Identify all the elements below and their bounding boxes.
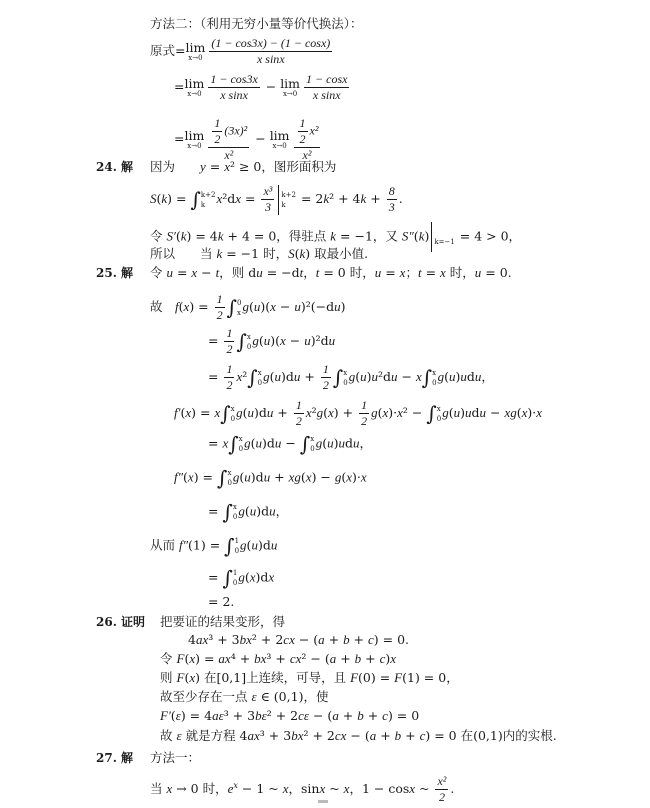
- equation-line: 故 f(x) = $\frac{1}{2}$ ∫ 0 x g(u)(x − u)²(−du): [150, 292, 346, 322]
- text-line: 把要证的结果变形，得: [160, 614, 286, 629]
- equation-line: = ∫ 1 0 g(x)dx: [208, 566, 275, 590]
- equation-line: = x∫ x 0 g(u)du − ∫ x 0 g(u)udu，: [208, 432, 373, 456]
- text-line: 方法一：: [150, 750, 201, 765]
- equation-line: F′(ε) = 4aε³ + 3bε² + 2cε − (a + b + c) = 0: [160, 708, 420, 723]
- problem-number: 24. 解: [96, 160, 134, 174]
- text-line: 令 u = x − t，则 du = −dt，t = 0 时，u = x；t = x 时，u = 0.: [150, 265, 512, 280]
- text-line: 所以 当 k = −1 时，S(k) 取最小值.: [150, 246, 369, 261]
- page-edge-mark: [318, 800, 328, 803]
- equation-line: = lim x→0 $\frac{1}{2}$ (3x)² x² − lim x→0 $\frac{1}{2}$ x² x²: [174, 116, 319, 162]
- problem-number: 26. 证明: [96, 615, 146, 629]
- equation-line: S(k) = ∫ k+2 k x²dx = $\frac{\text{x³}}{3}$ k+2 k = 2k² + 4k + $\frac{8}{3}$ .: [150, 184, 403, 214]
- equation-line: 从而 f″(1) = ∫ 1 0 g(u)du: [150, 534, 278, 558]
- equation-line: 原式= lim x→0 $\frac{(1 - \cos 3x) - (1 - \cos x)}{\text{x sinx}}$: [150, 36, 331, 66]
- problem-number: 27. 解: [96, 751, 134, 765]
- text-line: 故 ε 就是方程 4ax³ + 3bx² + 2cx − (a + b + c) = 0 在(0,1)内的实根.: [160, 728, 557, 743]
- method-two-heading: 方法二：（利用无穷小量等价代换法）：: [150, 16, 363, 31]
- equation-line: = lim x→0 $\frac{1 - \cos 3x}{\text{x sinx}}$ − lim x→0 $\frac{1 - \cos x}{\text{x sinx}}$: [174, 72, 348, 102]
- equation-line: f′(x) = x∫ x 0 g(u)du + $\frac{1}{2}$ x²g(x) + $\frac{1}{2}$ g(x)·x² − ∫ x 0 g(u)udu − xg(x)·x: [174, 398, 543, 428]
- equation-line: 当 x → 0 时，$e^x - 1$ ~ x，sinx ~ x，1 − cosx ~ $\frac{\text{x²}}{2}$ .: [150, 774, 455, 804]
- text-line: 故至少存在一点 ε ∈ (0,1)，使: [160, 689, 329, 704]
- text-line: 因为 y = x² ≥ 0，图形面积为: [150, 159, 337, 174]
- equation-line: = $\frac{1}{2}$ x²∫ x 0 g(u)du + $\frac{1}{2}$ ∫ x 0 g(u)u²du − x∫ x 0 g(u)udu，: [208, 362, 494, 392]
- text-line: 则 F(x) 在[0,1]上连续，可导，且 F(0) = F(1) = 0，: [160, 670, 459, 685]
- equation-line: f″(x) = ∫ x 0 g(u)du + xg(x) − g(x)·x: [174, 466, 367, 490]
- equation-line: 令 S′(k) = 4k + 4 = 0，得驻点 k = −1，又 S″(k) k=−1 = 4 > 0，: [150, 222, 521, 252]
- equation-line: 令 F(x) = ax⁴ + bx³ + cx² − (a + b + c)x: [160, 651, 397, 666]
- equation-line: 4ax³ + 3bx² + 2cx − (a + b + c) = 0.: [188, 632, 410, 647]
- equation-line: = ∫ x 0 g(u)du，: [208, 500, 289, 524]
- equation-line: = $\frac{1}{2}$ ∫ x 0 g(u)(x − u)²du: [208, 326, 336, 356]
- problem-number: 25. 解: [96, 266, 134, 280]
- equation-line: = 2.: [208, 594, 235, 609]
